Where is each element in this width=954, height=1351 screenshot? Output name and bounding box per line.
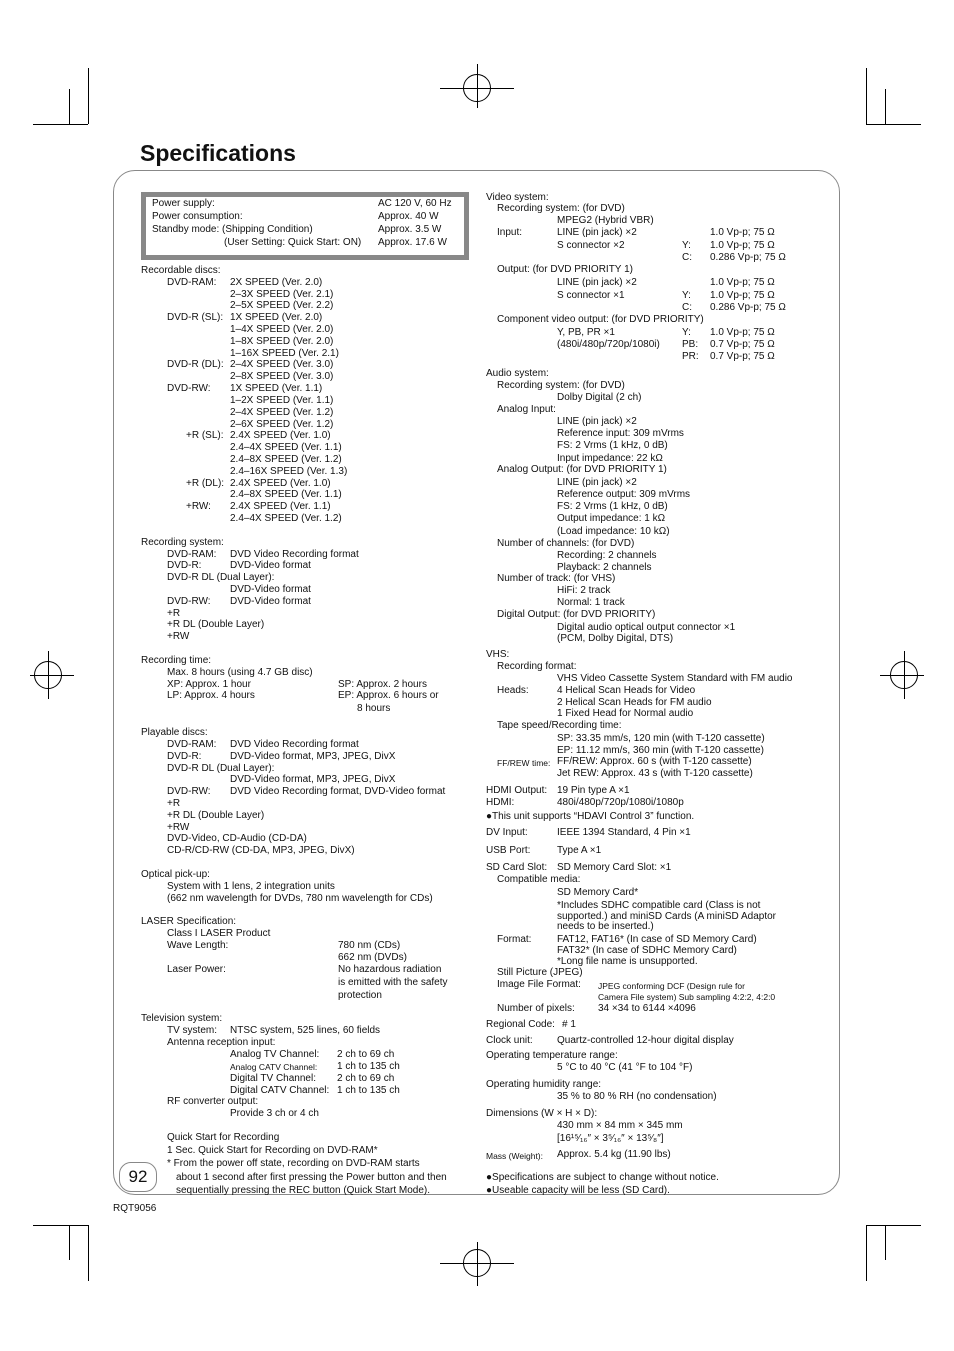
spec-line: DVD-Video format, MP3, JPEG, DivX [230, 751, 396, 762]
spec-line: Analog TV Channel: [230, 1049, 320, 1060]
spec-line: 1 ch to 135 ch [337, 1061, 400, 1072]
spec-line: CD-R/CD-RW (CD-DA, MP3, JPEG, DivX) [167, 845, 355, 856]
spec-line: 2.4–16X SPEED (Ver. 1.3) [230, 466, 348, 477]
spec-line: VHS Video Cassette System Standard with FM audio [557, 673, 793, 684]
spec-line: +R DL (Double Layer) [167, 810, 265, 821]
spec-line: LINE (pin jack) ×2 [557, 477, 637, 488]
page-title: Specifications [140, 140, 296, 166]
spec-line: Analog Output: (for DVD PRIORITY 1) [497, 464, 667, 475]
spec-line: 19 Pin type A ×1 [557, 785, 630, 796]
spec-line: Antenna reception input: [167, 1037, 276, 1048]
spec-line: Approx. 40 W [378, 211, 439, 222]
spec-line: (662 nm wavelength for DVDs, 780 nm wavelength for CDs) [167, 893, 433, 904]
spec-line: SP: 33.35 mm/s, 120 min (with T-120 cassette) [557, 733, 765, 744]
spec-line: DVD-Video format [230, 596, 311, 607]
spec-line: 2 Helical Scan Heads for FM audio [557, 697, 712, 708]
spec-line: Dolby Digital (2 ch) [557, 392, 642, 403]
spec-line: 8 hours [357, 703, 391, 714]
spec-line: Number of track: (for VHS) [497, 573, 616, 584]
spec-line: 0.286 Vp-p; 75 Ω [710, 302, 786, 313]
spec-line: Video system: [486, 192, 549, 203]
spec-line: Y, PB, PR ×1 [557, 327, 615, 338]
spec-line: Playable discs: [141, 727, 208, 738]
spec-line: LINE (pin jack) ×2 [557, 227, 637, 238]
spec-line: 2X SPEED (Ver. 2.0) [230, 277, 323, 288]
spec-line: Output: (for DVD PRIORITY 1) [497, 264, 633, 275]
spec-line: 35 % to 80 % RH (no condensation) [557, 1091, 717, 1102]
spec-line: TV system: [167, 1025, 218, 1036]
spec-line: Recording system: (for DVD) [497, 380, 625, 391]
spec-line: HiFi: 2 track [557, 585, 611, 596]
spec-line: +R [167, 608, 181, 619]
spec-line: 2.4X SPEED (Ver. 1.1) [230, 501, 331, 512]
spec-line: 2.4–8X SPEED (Ver. 1.1) [230, 489, 342, 500]
spec-line: 1–8X SPEED (Ver. 2.0) [230, 336, 334, 347]
spec-line: Max. 8 hours (using 4.7 GB disc) [167, 667, 313, 678]
spec-line: +RW [167, 822, 190, 833]
spec-line: LP: Approx. 4 hours [167, 690, 255, 701]
spec-line: Image File Format: [497, 979, 581, 990]
spec-line: Camera File system) Sub sampling 4:2:2, 4:2:0 [598, 992, 776, 1002]
spec-line: is emitted with the safety [338, 977, 448, 988]
spec-line: Compatible media: [497, 874, 581, 885]
spec-line: 1–16X SPEED (Ver. 2.1) [230, 348, 339, 359]
spec-line: 1 ch to 135 ch [337, 1085, 400, 1096]
spec-line: +RW [167, 631, 190, 642]
spec-line: Input impedance: 22 kΩ [557, 453, 663, 464]
spec-line: Power consumption: [152, 211, 243, 222]
spec-line: USB Port: [486, 845, 531, 856]
spec-line: Digital CATV Channel: [230, 1085, 330, 1096]
spec-line: 480i/480p/720p/1080i/1080p [557, 797, 684, 808]
spec-line: S connector ×2 [557, 240, 625, 251]
spec-line: 2–4X SPEED (Ver. 3.0) [230, 359, 334, 370]
spec-line: 2–6X SPEED (Ver. 1.2) [230, 419, 334, 430]
spec-line: 1.0 Vp-p; 75 Ω [710, 277, 775, 288]
spec-line: Provide 3 ch or 4 ch [230, 1108, 319, 1119]
spec-line: 1–4X SPEED (Ver. 2.0) [230, 324, 334, 335]
spec-line: * From the power off state, recording on DVD-RAM starts [167, 1158, 420, 1169]
spec-line: 2.4–8X SPEED (Ver. 1.2) [230, 454, 342, 465]
spec-line: PR: [682, 351, 699, 362]
spec-line: 2–5X SPEED (Ver. 2.2) [230, 300, 334, 311]
spec-line: 2.4X SPEED (Ver. 1.0) [230, 478, 331, 489]
spec-line: Optical pick-up: [141, 869, 210, 880]
spec-line: Operating humidity range: [486, 1079, 602, 1090]
spec-line: 1X SPEED (Ver. 2.0) [230, 312, 323, 323]
spec-line: LINE (pin jack) ×2 [557, 416, 637, 427]
spec-line: *Long file name is unsupported. [557, 956, 698, 967]
spec-line: DVD-Video, CD-Audio (CD-DA) [167, 833, 307, 844]
spec-line: Recordable discs: [141, 265, 221, 276]
spec-line: HDMI: [486, 797, 515, 808]
spec-line: Laser Power: [167, 964, 226, 975]
spec-line: SP: Approx. 2 hours [338, 679, 427, 690]
spec-line: SD Memory Card Slot: ×1 [557, 862, 672, 873]
spec-line: 1.0 Vp-p; 75 Ω [710, 227, 775, 238]
spec-line: DVD-RAM: [167, 549, 217, 560]
spec-line: 780 nm (CDs) [338, 940, 401, 951]
spec-line: Recording format: [497, 661, 577, 672]
spec-line: Approx. 5.4 kg (11.90 lbs) [557, 1149, 671, 1160]
spec-line: +R (SL): [186, 430, 224, 441]
spec-line: Y: [682, 327, 691, 338]
spec-line: 1.0 Vp-p; 75 Ω [710, 290, 775, 301]
spec-line: Recording time: [141, 655, 212, 666]
spec-line: HDMI Output: [486, 785, 548, 796]
spec-line: Wave Length: [167, 940, 229, 951]
spec-line: Digital audio optical output connector ×1 [557, 622, 736, 633]
spec-line: Input: [497, 227, 523, 238]
spec-line: Output impedance: 1 kΩ [557, 513, 666, 524]
spec-line: 34 ×34 to 6144 ×4096 [598, 1003, 696, 1014]
spec-line: JPEG conforming DCF (Design rule for [598, 981, 745, 991]
spec-line: C: [682, 302, 692, 313]
spec-line: 1.0 Vp-p; 75 Ω [710, 240, 775, 251]
spec-line: DVD-R DL (Dual Layer): [167, 572, 275, 583]
spec-line: Number of pixels: [497, 1003, 575, 1014]
spec-line: Regional Code: [486, 1019, 555, 1030]
spec-line: MPEG2 (Hybrid VBR) [557, 215, 654, 226]
spec-line: DVD-RAM: [167, 739, 217, 750]
spec-line: RF converter output: [167, 1096, 259, 1107]
spec-line: DVD-R DL (Dual Layer): [167, 763, 275, 774]
spec-line: Recording: 2 channels [557, 550, 657, 561]
spec-line: FAT12, FAT16* (In case of SD Memory Card) [557, 934, 757, 945]
spec-line: ●Specifications are subject to change without notice. [486, 1172, 719, 1183]
spec-line: System with 1 lens, 2 integration units [167, 881, 335, 892]
spec-line: Type A ×1 [557, 845, 602, 856]
spec-line: ●Useable capacity will be less (SD Card). [486, 1185, 670, 1196]
spec-line: 0.7 Vp-p; 75 Ω [710, 351, 775, 362]
spec-line: No hazardous radiation [338, 964, 442, 975]
spec-line: Reference output: 309 mVrms [557, 489, 691, 500]
spec-line: # 1 [562, 1019, 576, 1030]
spec-line: Dimensions (W × H × D): [486, 1108, 598, 1119]
spec-line: XP: Approx. 1 hour [167, 679, 251, 690]
spec-line: LASER Specification: [141, 916, 237, 927]
spec-line: about 1 second after first pressing the Power button and then [176, 1172, 447, 1183]
spec-line: Still Picture (JPEG) [497, 967, 583, 978]
spec-line: supported.) and miniSD Cards (A miniSD Adaptor [557, 911, 776, 922]
spec-line: Y: [682, 290, 691, 301]
spec-line: NTSC system, 525 lines, 60 fields [230, 1025, 381, 1036]
spec-line: Recording system: [141, 537, 224, 548]
spec-line: Y: [682, 240, 691, 251]
spec-line: IEEE 1394 Standard, 4 Pin ×1 [557, 827, 691, 838]
spec-line: Heads: [497, 685, 529, 696]
spec-line: DVD-RW: [167, 383, 211, 394]
spec-line: FF/REW time: [497, 758, 551, 768]
spec-line: DVD-R: [167, 560, 202, 571]
spec-line: FS: 2 Vrms (1 kHz, 0 dB) [557, 440, 668, 451]
document-id: RQT9056 [113, 1203, 157, 1214]
spec-line: Reference input: 309 mVrms [557, 428, 684, 439]
spec-line: LINE (pin jack) ×2 [557, 277, 637, 288]
spec-line: Quartz-controlled 12-hour digital display [557, 1035, 734, 1046]
spec-line: FAT32* (In case of SDHC Memory Card) [557, 945, 737, 956]
spec-line: FF/REW: Approx. 60 s (with T-120 cassette) [557, 756, 752, 767]
spec-line: Audio system: [486, 368, 549, 379]
spec-line: SD Memory Card* [557, 887, 639, 898]
spec-line: protection [338, 990, 382, 1001]
spec-line: Operating temperature range: [486, 1050, 618, 1061]
spec-line: Jet REW: Approx. 43 s (with T-120 cassette) [557, 768, 753, 779]
page-number: 92 [119, 1162, 157, 1192]
spec-line: (480i/480p/720p/1080i) [557, 339, 660, 350]
spec-line: Mass (Weight): [486, 1151, 543, 1161]
spec-line: needs to be inserted.) [557, 921, 654, 932]
spec-line: Standby mode: (Shipping Condition) [152, 224, 313, 235]
spec-line: Component video output: (for DVD PRIORITY) [497, 314, 704, 325]
spec-line: Number of channels: (for DVD) [497, 538, 635, 549]
spec-line: ●This unit supports “HDAVI Control 3” function. [486, 811, 695, 822]
spec-line: DVD-Video format, MP3, JPEG, DivX [230, 774, 396, 785]
spec-line: C: [682, 252, 692, 263]
spec-line: 0.7 Vp-p; 75 Ω [710, 339, 775, 350]
spec-line: 662 nm (DVDs) [338, 952, 407, 963]
spec-line: 0.286 Vp-p; 75 Ω [710, 252, 786, 263]
spec-line: Tape speed/Recording time: [497, 720, 622, 731]
spec-line: +R (DL): [186, 478, 225, 489]
spec-line: Recording system: (for DVD) [497, 203, 625, 214]
spec-line: 1 Sec. Quick Start for Recording on DVD-RAM* [167, 1145, 378, 1156]
spec-line: DVD-RW: [167, 786, 211, 797]
spec-line: 1.0 Vp-p; 75 Ω [710, 327, 775, 338]
spec-line: 2.4X SPEED (Ver. 1.0) [230, 430, 331, 441]
spec-line: 2–4X SPEED (Ver. 1.2) [230, 407, 334, 418]
spec-line: DVD-Video format [230, 560, 311, 571]
spec-line: DVD-R: [167, 751, 202, 762]
spec-line: 1–2X SPEED (Ver. 1.1) [230, 395, 334, 406]
spec-line: Digital Output: (for DVD PRIORITY) [497, 609, 656, 620]
spec-line: (Load impedance: 10 kΩ) [557, 526, 670, 537]
spec-line: sequentially pressing the REC button (Quick Start Mode). [176, 1185, 431, 1196]
spec-line: 430 mm × 84 mm × 345 mm [557, 1120, 683, 1131]
spec-line: S connector ×1 [557, 290, 625, 301]
spec-line: Approx. 17.6 W [378, 237, 447, 248]
spec-line: DV Input: [486, 827, 528, 838]
spec-line: DVD-RW: [167, 596, 211, 607]
spec-line: DVD-R (SL): [167, 312, 224, 323]
spec-line: DVD Video Recording format [230, 739, 359, 750]
spec-line: Power supply: [152, 198, 215, 209]
spec-line: Digital TV Channel: [230, 1073, 316, 1084]
spec-line: 4 Helical Scan Heads for Video [557, 685, 696, 696]
spec-line: 2–3X SPEED (Ver. 2.1) [230, 289, 334, 300]
spec-line: 2.4–4X SPEED (Ver. 1.2) [230, 513, 342, 524]
spec-line: Normal: 1 track [557, 597, 625, 608]
spec-line: DVD-Video format [230, 584, 311, 595]
spec-line: (PCM, Dolby Digital, DTS) [557, 633, 674, 644]
spec-line: SD Card Slot: [486, 862, 548, 873]
spec-line: Television system: [141, 1013, 223, 1024]
spec-line: Clock unit: [486, 1035, 533, 1046]
spec-line: *Includes SDHC compatible card (Class is not [557, 900, 761, 911]
spec-line: FS: 2 Vrms (1 kHz, 0 dB) [557, 501, 668, 512]
spec-line: 2.4–4X SPEED (Ver. 1.1) [230, 442, 342, 453]
spec-line: 5 °C to 40 °C (41 °F to 104 °F) [557, 1062, 693, 1073]
spec-line: AC 120 V, 60 Hz [378, 198, 452, 209]
spec-line: 2 ch to 69 ch [337, 1073, 395, 1084]
spec-line: EP: Approx. 6 hours or [338, 690, 439, 701]
spec-line: Approx. 3.5 W [378, 224, 442, 235]
spec-line: DVD Video Recording format, DVD-Video format [230, 786, 446, 797]
spec-line: PB: [682, 339, 699, 350]
spec-line: VHS: [486, 649, 510, 660]
spec-line: Class I LASER Product [167, 928, 271, 939]
spec-line: 2–8X SPEED (Ver. 3.0) [230, 371, 334, 382]
spec-line: EP: 11.12 mm/s, 360 min (with T-120 cassette) [557, 745, 764, 756]
spec-line: +R [167, 798, 181, 809]
spec-line: (User Setting: Quick Start: ON) [224, 237, 362, 248]
spec-line: DVD Video Recording format [230, 549, 359, 560]
spec-line: DVD-R (DL): [167, 359, 224, 370]
spec-line: DVD-RAM: [167, 277, 217, 288]
spec-line: 2 ch to 69 ch [337, 1049, 395, 1060]
spec-line: Format: [497, 934, 532, 945]
spec-line: Quick Start for Recording [167, 1132, 280, 1143]
spec-line: Playback: 2 channels [557, 562, 652, 573]
spec-line: [16¹⁵⁄₁₆″ × 3⁵⁄₁₆″ × 13⁵⁄₈″] [557, 1133, 664, 1144]
spec-line: Analog Input: [497, 404, 556, 415]
spec-line: 1 Fixed Head for Normal audio [557, 708, 694, 719]
spec-line: Analog CATV Channel: [230, 1062, 318, 1072]
spec-line: 1X SPEED (Ver. 1.1) [230, 383, 323, 394]
spec-line: +R DL (Double Layer) [167, 619, 265, 630]
spec-line: +RW: [186, 501, 211, 512]
